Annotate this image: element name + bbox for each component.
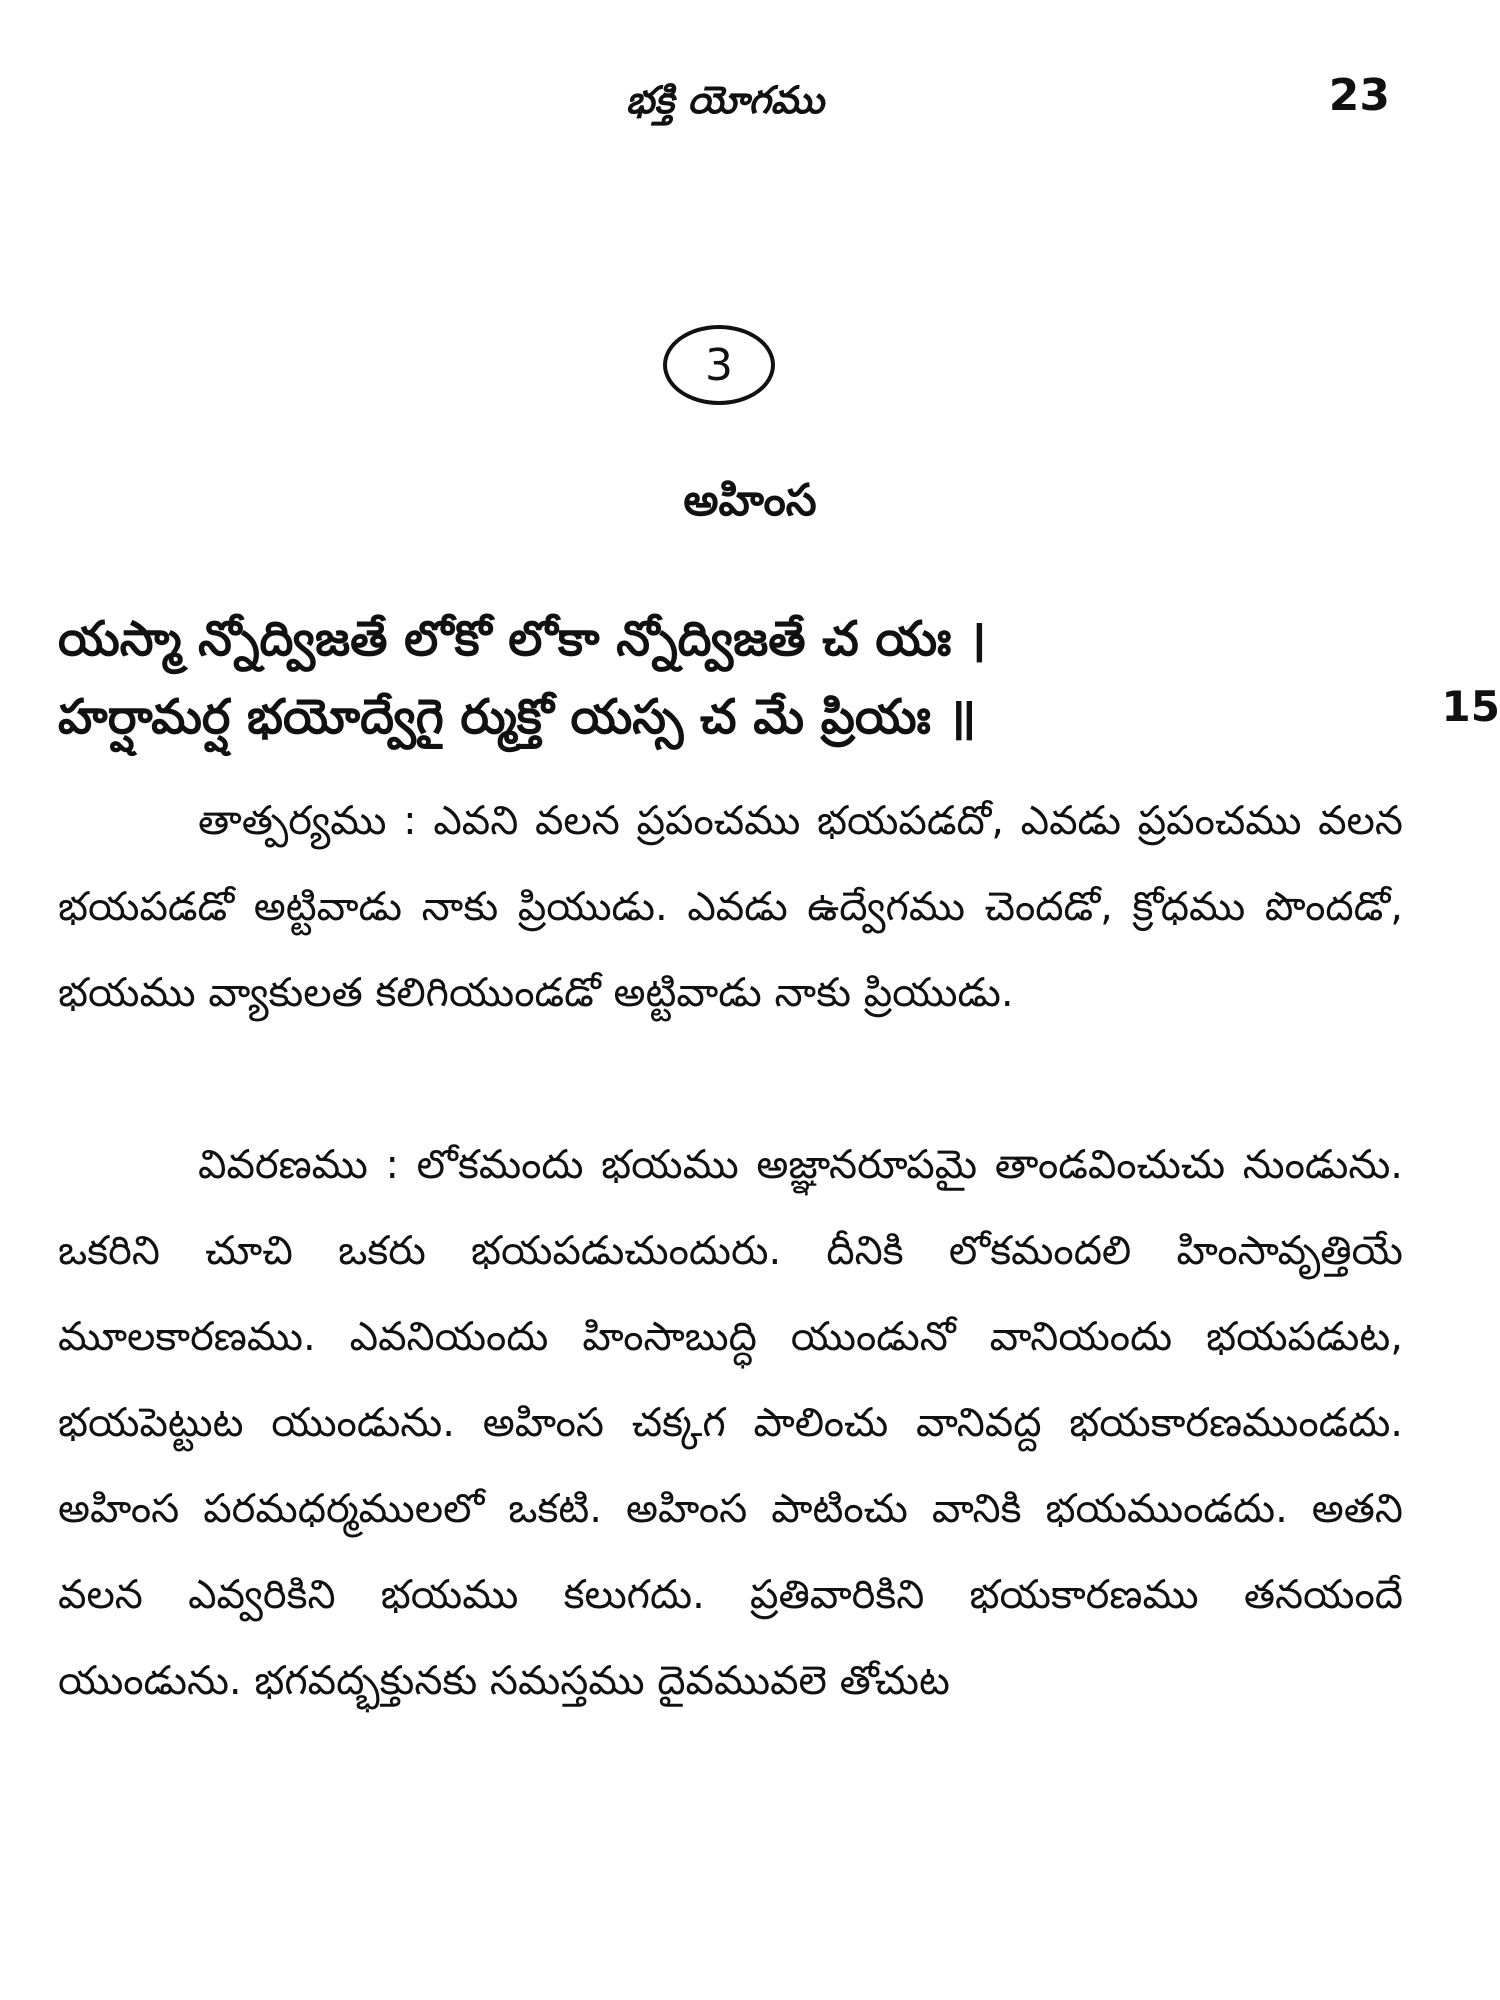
sanskrit-verse [58, 600, 1380, 756]
page-number: 23 [1328, 70, 1390, 121]
verse-number: 15 [1441, 682, 1500, 731]
explanation-paragraph [58, 1122, 1403, 1724]
verse-line-1: యస్మా న్నోద్విజతే లోకో లోకా న్నోద్విజతే చ యః । [58, 611, 987, 667]
explanation-label: వివరణము : [198, 1142, 417, 1188]
meaning-text: ఎవని వలన ప్రపంచము భయపడదో, ఎవడు ప్రపంచము వలన భయపడడో అట్టివాడు నాకు ప్రియుడు. ఎవడు ఉద్వేగము చెందడో, క్రోధము పొందడో, భయము వ్యాకులత కలిగియుండడో అట్టివాడు నాకు ప్రియుడు. [58, 798, 1403, 1016]
running-title: భక్తి యోగము [625, 78, 825, 122]
meaning-label: తాత్పర్యము : [198, 798, 434, 844]
explanation-text: లోకమందు భయము అజ్ఞానరూపమై తాండవించుచు నుండును. ఒకరిని చూచి ఒకరు భయపడుచుందురు. దీనికి లోకమందలి హింసావృత్తియే మూలకారణము. ఎవనియందు హింసాబుద్ధి యుండునో వానియందు భయపడుట, భయపెట్టుట యుండును. అహింస చక్కగ పాలించు వానివద్ద భయకారణముండదు. అహింస పరమధర్మములలో ఒకటి. అహింస పాటించు వానికి భయముండదు. అతని వలన ఎవ్వరికిని భయము కలుగదు. ప్రతివారికిని భయకారణము తనయందే యుండును. భగవద్భక్తునకు సమస్తము దైవమువలె తోచుట [58, 1142, 1403, 1704]
meaning-paragraph [58, 778, 1403, 1036]
verse-line-2: హర్షామర్ష భయోద్వేగై ర్ముక్తో యస్స చ మే ప్రియః ॥ [58, 689, 977, 745]
page-header [60, 70, 1390, 140]
chapter-number-circle [663, 325, 775, 405]
chapter-number: 3 [705, 339, 733, 391]
chapter-title: అహింస [683, 475, 817, 526]
